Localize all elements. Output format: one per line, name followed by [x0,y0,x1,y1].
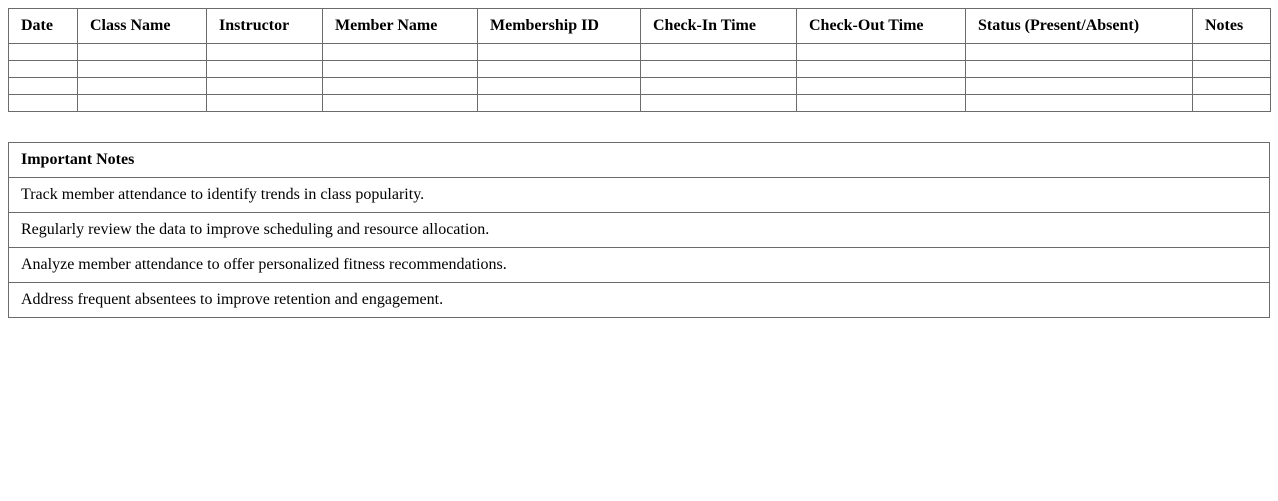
header-notes: Notes [1193,9,1271,44]
header-check-in-time: Check-In Time [641,9,797,44]
table-row [9,61,1271,78]
cell-date[interactable] [9,61,78,78]
cell-class-name[interactable] [78,78,207,95]
header-class-name: Class Name [78,9,207,44]
cell-instructor[interactable] [207,78,323,95]
list-item [9,213,1270,248]
cell-membership-id[interactable] [478,61,641,78]
cell-notes[interactable] [1193,78,1271,95]
list-item [9,283,1270,318]
cell-notes[interactable] [1193,95,1271,112]
cell-notes[interactable] [1193,61,1271,78]
table-row [9,95,1271,112]
header-check-out-time: Check-Out Time [797,9,966,44]
cell-class-name[interactable] [78,95,207,112]
cell-check-in-time[interactable] [641,44,797,61]
cell-member-name[interactable] [323,78,478,95]
note-text: Track member attendance to identify trends in class popularity. [9,178,1270,213]
cell-status[interactable] [966,44,1193,61]
cell-member-name[interactable] [323,95,478,112]
cell-status[interactable] [966,61,1193,78]
notes-header-row [9,143,1270,178]
cell-date[interactable] [9,78,78,95]
table-row [9,78,1271,95]
note-text: Regularly review the data to improve scheduling and resource allocation. [9,213,1270,248]
cell-check-in-time[interactable] [641,61,797,78]
note-text: Analyze member attendance to offer personalized fitness recommendations. [9,248,1270,283]
notes-title: Important Notes [9,143,1270,178]
cell-instructor[interactable] [207,61,323,78]
cell-member-name[interactable] [323,44,478,61]
cell-member-name[interactable] [323,61,478,78]
cell-check-out-time[interactable] [797,61,966,78]
cell-date[interactable] [9,44,78,61]
header-instructor: Instructor [207,9,323,44]
cell-check-in-time[interactable] [641,78,797,95]
important-notes-table [8,142,1270,318]
cell-instructor[interactable] [207,44,323,61]
cell-date[interactable] [9,95,78,112]
header-member-name: Member Name [323,9,478,44]
list-item [9,178,1270,213]
note-text: Address frequent absentees to improve retention and engagement. [9,283,1270,318]
cell-membership-id[interactable] [478,44,641,61]
cell-check-in-time[interactable] [641,95,797,112]
list-item [9,248,1270,283]
table-row [9,44,1271,61]
cell-instructor[interactable] [207,95,323,112]
cell-status[interactable] [966,78,1193,95]
cell-status[interactable] [966,95,1193,112]
attendance-table [8,8,1271,112]
cell-check-out-time[interactable] [797,44,966,61]
header-status: Status (Present/Absent) [966,9,1193,44]
cell-check-out-time[interactable] [797,95,966,112]
header-membership-id: Membership ID [478,9,641,44]
attendance-header-row [9,9,1271,44]
cell-membership-id[interactable] [478,95,641,112]
cell-membership-id[interactable] [478,78,641,95]
header-date: Date [9,9,78,44]
cell-notes[interactable] [1193,44,1271,61]
cell-check-out-time[interactable] [797,78,966,95]
cell-class-name[interactable] [78,44,207,61]
cell-class-name[interactable] [78,61,207,78]
